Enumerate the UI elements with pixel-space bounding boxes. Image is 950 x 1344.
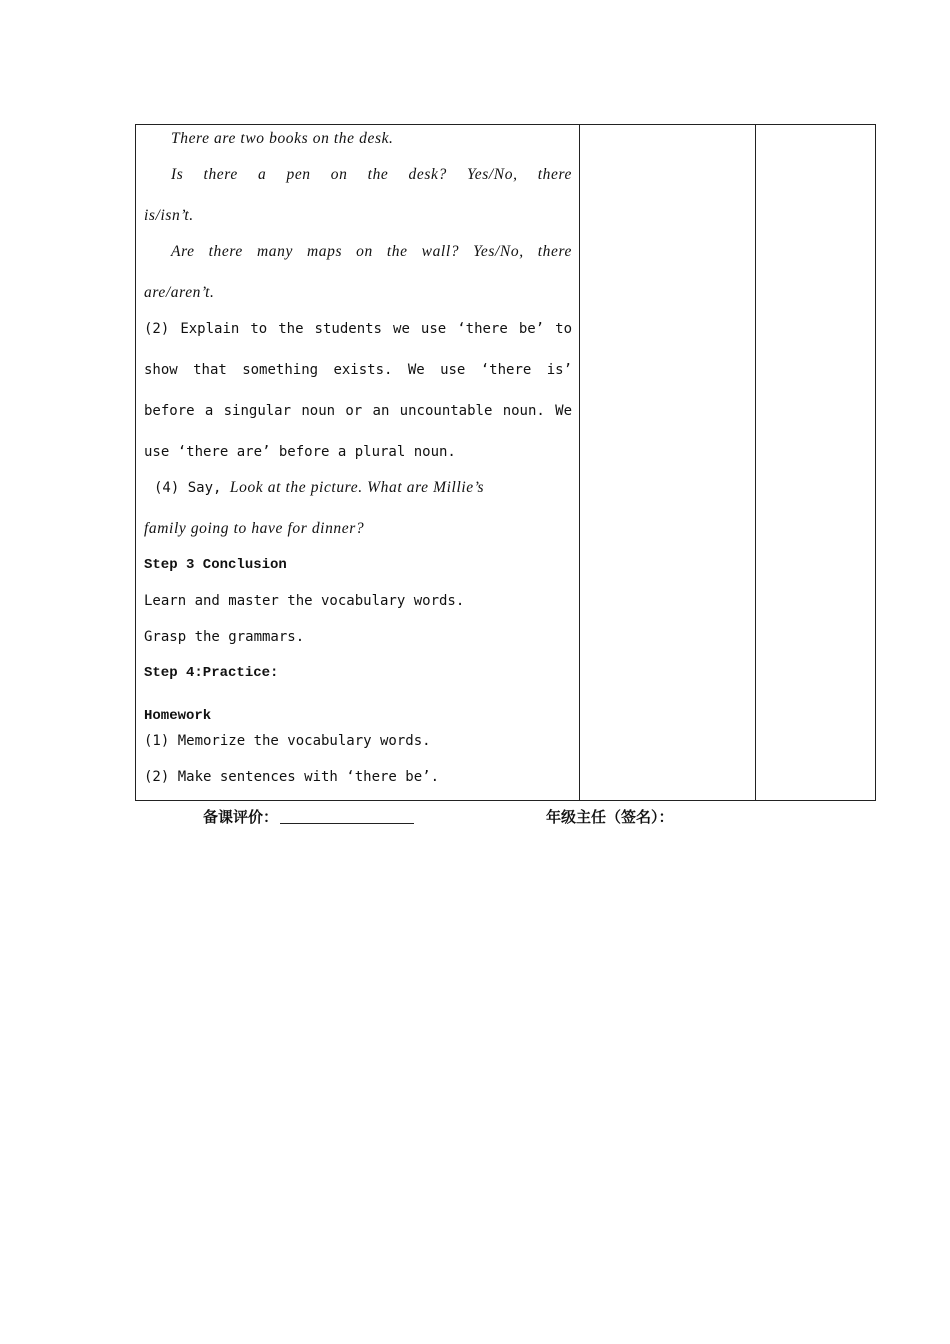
homework-heading: Homework [144, 708, 212, 724]
director-signature-label: 年级主任（签名）： [546, 808, 674, 826]
say-label: (4) Say, [154, 480, 222, 496]
say-question: Look at the picture. What are Millie’s [229, 479, 485, 496]
column-divider [579, 125, 580, 800]
conclusion-item: Grasp the grammars. [144, 629, 305, 645]
step-4-heading: Step 4:Practice: [144, 665, 279, 681]
say-question-continued: family going to have for dinner? [144, 520, 365, 537]
example-sentence: There are two books on the desk. [171, 130, 394, 147]
explanation-text: show that something exists. We use ‘there is’ [144, 362, 572, 378]
column-divider [755, 125, 756, 800]
conclusion-item: Learn and master the vocabulary words. [144, 593, 465, 609]
evaluation-label: 备课评价： [203, 808, 279, 826]
homework-item: (1) Memorize the vocabulary words. [144, 733, 431, 749]
explanation-text: before a singular noun or an uncountable noun. We [144, 403, 572, 419]
example-sentence: is/isn’t. [144, 207, 194, 224]
lesson-plan-table [135, 124, 876, 801]
evaluation-blank [280, 809, 414, 824]
homework-item: (2) Make sentences with ‘there be’. [144, 769, 440, 785]
example-sentence: are/aren’t. [144, 284, 215, 301]
explanation-text: (2) Explain to the students we use ‘there be’ to [144, 321, 572, 337]
example-sentence: Is there a pen on the desk? Yes/No, there [171, 166, 572, 183]
step-3-heading: Step 3 Conclusion [144, 557, 287, 573]
example-sentence: Are there many maps on the wall? Yes/No, there [171, 243, 572, 260]
say-instruction [154, 479, 572, 497]
evaluation-field [203, 806, 414, 827]
explanation-text: use ‘there are’ before a plural noun. [144, 444, 456, 460]
